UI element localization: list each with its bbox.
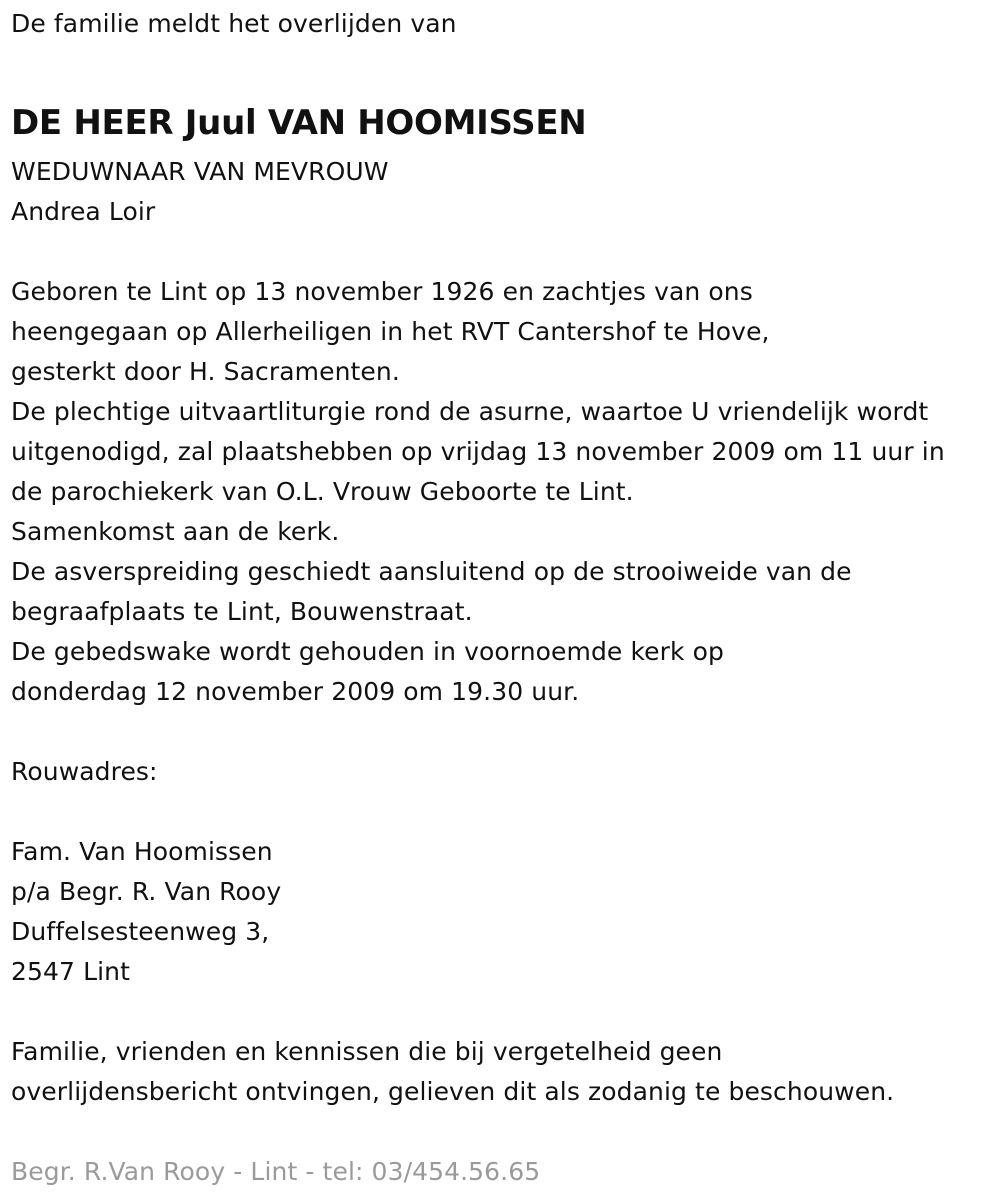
widower-line: WEDUWNAAR VAN MEVROUW [11,157,389,186]
obituary-notice [11,4,993,1192]
details-line: Geboren te Lint op 13 november 1926 en zachtjes van ons [11,277,753,306]
undertaker-footer: Begr. R.Van Rooy - Lint - tel: 03/454.56.65 [11,1157,541,1186]
details-line: heengegaan op Allerheiligen in het RVT Cantershof te Hove, [11,317,770,346]
details-line: Samenkomst aan de kerk. [11,517,340,546]
details-line: De plechtige uitvaartliturgie rond de asurne, waartoe U vriendelijk wordt [11,397,929,426]
address-line: Duffelsesteenweg 3, [11,917,270,946]
spacer [11,232,993,272]
details-line: donderdag 12 november 2009 om 19.30 uur. [11,677,580,706]
spacer [11,792,993,832]
details-line: begraafplaats te Lint, Bouwenstraat. [11,597,473,626]
details-line: de parochiekerk van O.L. Vrouw Geboorte te Lint. [11,477,634,506]
details-paragraph [11,272,993,712]
notice-line: Familie, vrienden en kennissen die bij vergetelheid geen [11,1037,723,1066]
details-line: gesterkt door H. Sacramenten. [11,357,400,386]
spouse-name: Andrea Loir [11,197,156,226]
deceased-name: DE HEER Juul VAN HOOMISSEN [11,103,587,143]
address-label: Rouwadres: [11,757,158,786]
spacer [11,992,993,1032]
intro-text: De familie meldt het overlijden van [11,9,457,38]
details-line: De asverspreiding geschiedt aansluitend op de strooiweide van de [11,557,852,586]
notice-line: overlijdensbericht ontvingen, gelieven dit als zodanig te beschouwen. [11,1077,895,1106]
spacer [11,712,993,752]
mourning-address [11,832,993,992]
address-line: Fam. Van Hoomissen [11,837,273,866]
address-line: 2547 Lint [11,957,130,986]
spacer [11,1112,993,1152]
notice-paragraph [11,1032,993,1112]
address-line: p/a Begr. R. Van Rooy [11,877,282,906]
details-line: uitgenodigd, zal plaatshebben op vrijdag 13 november 2009 om 11 uur in [11,437,945,466]
details-line: De gebedswake wordt gehouden in voornoemde kerk op [11,637,724,666]
